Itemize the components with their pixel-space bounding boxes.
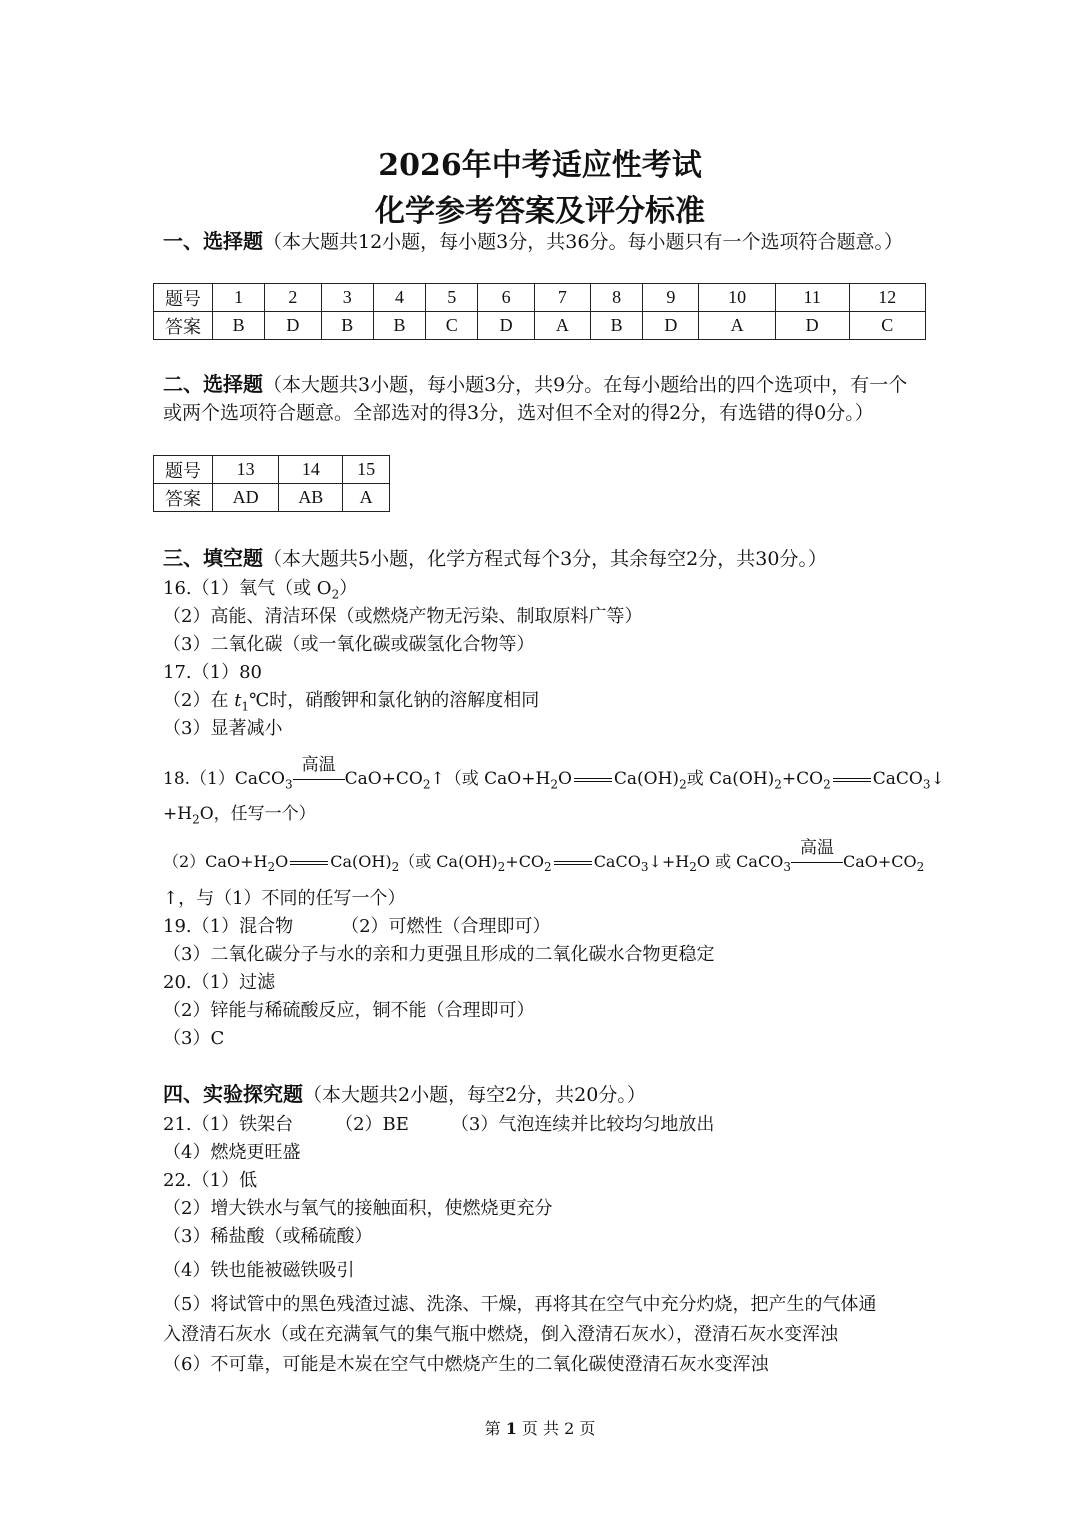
section2-desc: （本大题共3小题，每小题3分，共9分。在每小题给出的四个选项中，有一个或两个选项符合题意。全部选对的得3分，选对但不全对的得2分，有选错的得0分。） xyxy=(163,374,908,424)
answer-cell: D xyxy=(265,312,321,340)
q22-line2: （2）增大铁水与氧气的接触面积，使燃烧更充分 xyxy=(163,1198,553,1219)
page-title: 2026年中考适应性考试 xyxy=(378,148,702,183)
q18-line4: ↑，与（1）不同的任写一个） xyxy=(163,888,406,909)
table-row-numbers xyxy=(154,284,926,312)
section3-intro xyxy=(163,544,943,573)
question-number: 1 xyxy=(213,284,265,312)
question-number: 13 xyxy=(213,456,279,484)
q16-line2: （2）高能、清洁环保（或燃烧产物无污染、制取原料广等） xyxy=(163,606,643,627)
q22-line7: （6）不可靠，可能是木炭在空气中燃烧产生的二氧化碳使澄清石灰水变浑浊 xyxy=(163,1354,769,1375)
row-label: 题号 xyxy=(154,284,213,312)
section2-intro xyxy=(163,370,923,427)
row-label: 答案 xyxy=(154,484,213,512)
section2-heading: 二、选择题 xyxy=(163,372,263,396)
question-number: 7 xyxy=(534,284,590,312)
question-number: 15 xyxy=(343,456,390,484)
q22-line3: （3）稀盐酸（或稀硫酸） xyxy=(163,1226,373,1247)
answer-cell: B xyxy=(321,312,373,340)
heat-condition: 高温 xyxy=(791,852,843,871)
q17-line3: （3）显著减小 xyxy=(163,718,283,739)
section3-heading: 三、填空题 xyxy=(163,546,263,570)
question-number: 12 xyxy=(849,284,925,312)
q22-line1: 22.（1）低 xyxy=(163,1170,258,1191)
page-footer: 第 1 页 共 2 页 xyxy=(484,1419,596,1438)
answer-cell: B xyxy=(373,312,425,340)
question-number: 11 xyxy=(775,284,849,312)
section1-intro xyxy=(163,227,923,256)
q20-line1: 20.（1）过滤 xyxy=(163,972,276,993)
q16-line3: （3）二氧化碳（或一氧化碳或碳氢化合物等） xyxy=(163,634,535,655)
q18-line1: 18.（1）CaCO$_3$ 高温 $CaO+CO_2↑$（或 $CaO+H_2O$ $Ca(OH)_2$或 $Ca(OH)_2+CO_2$ CaCO$_3$↓ xyxy=(163,755,945,792)
heat-condition: 高温 xyxy=(293,769,345,789)
q18-line2: $+H_2O$，任写一个） xyxy=(163,804,316,827)
answer-cell: B xyxy=(590,312,642,340)
question-number: 9 xyxy=(643,284,699,312)
page-subtitle: 化学参考答案及评分标准 xyxy=(375,194,705,229)
page-number: 1 xyxy=(505,1419,517,1438)
table-row-answers xyxy=(154,484,390,512)
q19-line2: （3）二氧化碳分子与水的亲和力更强且形成的二氧化碳水合物更稳定 xyxy=(163,944,715,965)
q22-line6: 入澄清石灰水（或在充满氧气的集气瓶中燃烧，倒入澄清石灰水），澄清石灰水变浑浊 xyxy=(163,1324,838,1345)
question-number: 4 xyxy=(373,284,425,312)
q21-line1: 21.（1）铁架台 （2）BE （3）气泡连续并比较均匀地放出 xyxy=(163,1114,715,1135)
answer-cell: A xyxy=(534,312,590,340)
answer-cell: AB xyxy=(279,484,343,512)
section2-answer-table xyxy=(153,455,390,512)
table-row-numbers xyxy=(154,456,390,484)
q16-line1: 16.（1）氧气（或 $O_2$） xyxy=(163,578,358,602)
question-number: 10 xyxy=(699,284,775,312)
q20-line3: （3）C xyxy=(163,1028,225,1049)
question-number: 3 xyxy=(321,284,373,312)
q21-line2: （4）燃烧更旺盛 xyxy=(163,1142,301,1163)
table-row-answers xyxy=(154,312,926,340)
section1-desc: （本大题共12小题，每小题3分，共36分。每小题只有一个选项符合题意。） xyxy=(263,231,903,253)
answer-cell: A xyxy=(699,312,775,340)
question-number: 14 xyxy=(279,456,343,484)
section3-desc: （本大题共5小题，化学方程式每个3分，其余每空2分，共30分。） xyxy=(263,548,827,570)
q17-line2: （2）在 $t_1℃$时，硝酸钾和氯化钠的溶解度相同 xyxy=(163,690,540,714)
q17-line1: 17.（1）80 xyxy=(163,662,262,683)
q22-line5: （5）将试管中的黑色残渣过滤、洗涤、干燥，再将其在空气中充分灼烧，把产生的气体通 xyxy=(163,1294,877,1315)
section1-heading: 一、选择题 xyxy=(163,229,263,253)
question-number: 2 xyxy=(265,284,321,312)
answer-cell: C xyxy=(849,312,925,340)
q19-line1: 19.（1）混合物 （2）可燃性（合理即可） xyxy=(163,916,551,937)
answer-cell: D xyxy=(478,312,534,340)
answer-cell: D xyxy=(775,312,849,340)
row-label: 答案 xyxy=(154,312,213,340)
answer-cell: A xyxy=(343,484,390,512)
page-total: 2 xyxy=(564,1419,575,1438)
section4-intro xyxy=(163,1080,923,1109)
q20-line2: （2）锌能与稀硫酸反应，铜不能（合理即可） xyxy=(163,1000,535,1021)
question-number: 8 xyxy=(590,284,642,312)
answer-cell: D xyxy=(643,312,699,340)
answer-cell: B xyxy=(213,312,265,340)
question-number: 5 xyxy=(426,284,478,312)
section4-heading: 四、实验探究题 xyxy=(163,1082,303,1106)
answer-cell: C xyxy=(426,312,478,340)
section1-answer-table xyxy=(153,283,926,340)
row-label: 题号 xyxy=(154,456,213,484)
q18-line3: $(2)CaO+H_2O$ $Ca(OH)_2$（或 $Ca(OH)_2+CO_2$ $CaCO_3↓+H_2O$ 或 CaCO$_3$ 高温 $CaO+CO_2$ xyxy=(163,838,925,875)
section4-desc: （本大题共2小题，每空2分，共20分。） xyxy=(303,1084,646,1106)
answer-cell: AD xyxy=(213,484,279,512)
q22-line4: （4）铁也能被磁铁吸引 xyxy=(163,1260,355,1281)
question-number: 6 xyxy=(478,284,534,312)
